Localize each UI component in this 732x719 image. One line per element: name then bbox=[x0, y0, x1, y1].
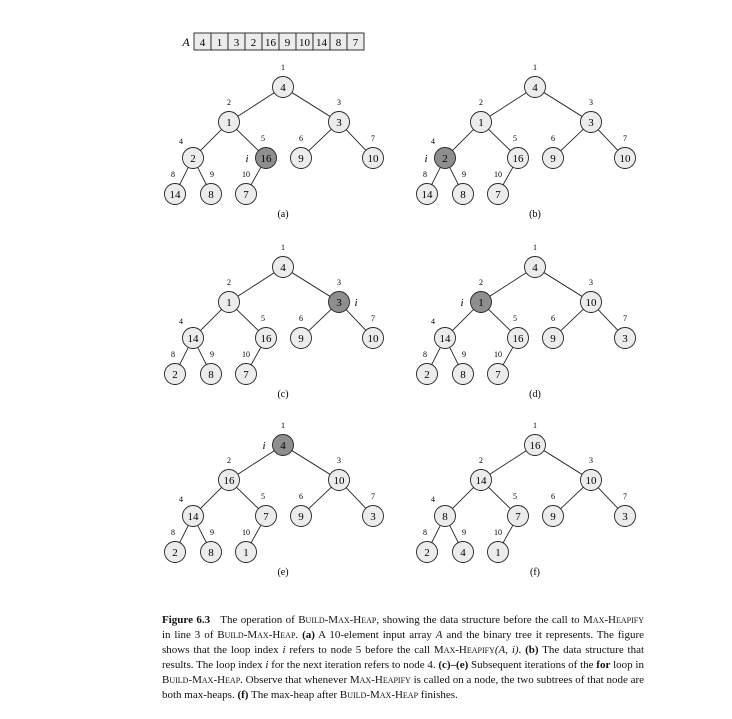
tree-edge bbox=[489, 309, 511, 330]
loop-index-marker: i bbox=[460, 297, 464, 309]
figure-caption bbox=[162, 613, 644, 702]
node-value: 8 bbox=[208, 189, 214, 201]
caption-text: . Observe that whenever bbox=[240, 673, 350, 686]
node-index: 6 bbox=[299, 134, 303, 143]
tree-edge bbox=[432, 347, 441, 364]
node-value: 9 bbox=[298, 333, 304, 345]
node-index: 7 bbox=[371, 492, 375, 501]
array-cell-value: 7 bbox=[352, 37, 359, 49]
node-value: 8 bbox=[208, 547, 214, 559]
node-value: 4 bbox=[532, 82, 538, 94]
node-value: 2 bbox=[424, 547, 430, 559]
node-index: 1 bbox=[281, 421, 285, 430]
procedure-name: Build-Max-Heap bbox=[339, 688, 419, 701]
node-value: 14 bbox=[187, 333, 199, 345]
tree-edge bbox=[238, 273, 274, 297]
node-value: 4 bbox=[280, 440, 286, 452]
node-index: 6 bbox=[299, 492, 303, 501]
node-index: 5 bbox=[261, 314, 265, 323]
node-index: 6 bbox=[551, 492, 555, 501]
input-array bbox=[181, 33, 364, 50]
tree-edge bbox=[251, 525, 261, 543]
node-value: 10 bbox=[619, 153, 631, 165]
node-value: 4 bbox=[460, 547, 466, 559]
tree-panel bbox=[417, 243, 636, 400]
call-args: (A, i) bbox=[494, 643, 519, 656]
tree-edge bbox=[180, 347, 189, 364]
node-index: 8 bbox=[171, 528, 175, 537]
caption-text: is called on a node, the two subtrees of that node are both max-heaps. bbox=[162, 673, 645, 701]
node-value: 1 bbox=[226, 297, 232, 309]
tree-edge bbox=[544, 273, 582, 297]
node-index: 2 bbox=[227, 278, 231, 287]
tree-panel bbox=[165, 421, 384, 578]
node-value: 10 bbox=[585, 297, 597, 309]
tree-panel bbox=[417, 63, 636, 220]
node-index: 2 bbox=[479, 278, 483, 287]
node-value: 16 bbox=[529, 440, 541, 452]
node-index: 9 bbox=[210, 528, 214, 537]
tree-edge bbox=[292, 273, 330, 297]
node-index: 10 bbox=[494, 170, 502, 179]
node-value: 9 bbox=[550, 511, 556, 523]
node-value: 8 bbox=[208, 369, 214, 381]
tree-edge bbox=[346, 488, 366, 509]
tree-edge bbox=[452, 309, 473, 330]
tree-edge bbox=[200, 309, 221, 330]
tree-panel bbox=[165, 243, 384, 400]
caption-text: refers to node 5 before the call bbox=[285, 643, 434, 656]
tree-edge bbox=[489, 487, 511, 508]
node-value: 16 bbox=[223, 475, 235, 487]
node-value: 1 bbox=[226, 117, 232, 129]
tree-edge bbox=[450, 167, 459, 184]
caption-text: loop in bbox=[610, 658, 644, 671]
tree-edge bbox=[292, 93, 330, 117]
node-index: 2 bbox=[479, 456, 483, 465]
node-value: 2 bbox=[172, 547, 178, 559]
tree-edge bbox=[490, 273, 526, 297]
node-value: 7 bbox=[495, 369, 501, 381]
tree-edge bbox=[309, 129, 332, 151]
array-cell-value: 10 bbox=[299, 37, 310, 49]
node-index: 3 bbox=[337, 278, 341, 287]
node-index: 3 bbox=[337, 456, 341, 465]
tree-edge bbox=[561, 309, 584, 331]
node-value: 1 bbox=[243, 547, 249, 559]
node-index: 5 bbox=[513, 314, 517, 323]
array-cell-value: 4 bbox=[199, 37, 206, 49]
loop-index-marker: i bbox=[424, 153, 428, 165]
caption-text: . bbox=[518, 643, 526, 656]
panel-label: (d) bbox=[529, 389, 541, 400]
tree-edge bbox=[490, 451, 526, 475]
node-value: 2 bbox=[190, 153, 196, 165]
array-cell-value: 9 bbox=[284, 37, 291, 49]
node-value: 16 bbox=[260, 333, 272, 345]
panel-ref: (b) bbox=[525, 643, 539, 656]
array-cell-value: 2 bbox=[250, 37, 257, 49]
tree-edge bbox=[180, 167, 189, 184]
caption-text: and the binary tree it represents. The figure shows that the loop index bbox=[162, 628, 645, 656]
caption-text: A 10-element input array bbox=[314, 628, 436, 641]
node-value: 7 bbox=[243, 369, 249, 381]
tree-edge bbox=[489, 129, 511, 150]
tree-edge bbox=[309, 487, 332, 509]
array-name: A bbox=[182, 35, 190, 49]
node-index: 8 bbox=[423, 170, 427, 179]
node-value: 7 bbox=[515, 511, 521, 523]
node-value: 9 bbox=[550, 333, 556, 345]
panel-ref: (f) bbox=[237, 688, 249, 701]
node-value: 16 bbox=[512, 153, 524, 165]
node-value: 9 bbox=[298, 153, 304, 165]
tree-edge bbox=[544, 451, 582, 475]
tree-edge bbox=[450, 525, 459, 542]
node-value: 10 bbox=[333, 475, 345, 487]
node-value: 3 bbox=[622, 333, 628, 345]
tree-panel bbox=[165, 63, 384, 220]
keyword: for bbox=[596, 658, 611, 671]
node-index: 5 bbox=[513, 492, 517, 501]
variable: A bbox=[435, 628, 443, 641]
node-index: 10 bbox=[494, 350, 502, 359]
tree-edge bbox=[452, 129, 473, 150]
tree-edge bbox=[503, 347, 513, 365]
node-index: 4 bbox=[431, 137, 435, 146]
tree-edge bbox=[561, 129, 584, 151]
node-value: 2 bbox=[424, 369, 430, 381]
node-value: 4 bbox=[280, 82, 286, 94]
procedure-name: Build-Max-Heap bbox=[217, 628, 296, 641]
caption-text: . bbox=[295, 628, 303, 641]
array-cell-value: 8 bbox=[335, 37, 342, 49]
panel-ref: (c)–(e) bbox=[438, 658, 469, 671]
node-index: 9 bbox=[210, 170, 214, 179]
node-value: 1 bbox=[478, 297, 484, 309]
node-value: 3 bbox=[622, 511, 628, 523]
loop-index-marker: i bbox=[245, 153, 249, 165]
variable: i bbox=[265, 658, 269, 671]
tree-edge bbox=[490, 93, 526, 117]
array-cell-value: 16 bbox=[265, 37, 276, 49]
heap-trees bbox=[165, 63, 636, 578]
node-value: 4 bbox=[280, 262, 286, 274]
tree-edge bbox=[237, 309, 259, 330]
procedure-name: Max-Heapify bbox=[583, 614, 644, 626]
loop-index-marker: i bbox=[354, 297, 358, 309]
node-value: 8 bbox=[442, 511, 448, 523]
caption-text: in line 3 of bbox=[162, 628, 218, 641]
node-value: 14 bbox=[475, 475, 487, 487]
node-index: 4 bbox=[431, 495, 435, 504]
tree-edge bbox=[198, 347, 207, 364]
node-index: 1 bbox=[533, 243, 537, 252]
tree-edge bbox=[180, 525, 189, 542]
variable: i bbox=[282, 643, 286, 656]
node-index: 9 bbox=[462, 528, 466, 537]
array-cell-value: 14 bbox=[316, 37, 327, 49]
tree-edge bbox=[198, 167, 207, 184]
caption-text: The max-heap after bbox=[248, 688, 340, 701]
tree-edge bbox=[200, 129, 221, 150]
node-value: 14 bbox=[169, 189, 181, 201]
tree-edge bbox=[452, 487, 473, 508]
panel-label: (a) bbox=[277, 209, 289, 220]
loop-index-marker: i bbox=[262, 440, 266, 452]
tree-edge bbox=[503, 167, 513, 185]
node-index: 3 bbox=[589, 278, 593, 287]
node-index: 7 bbox=[371, 314, 375, 323]
node-index: 2 bbox=[227, 456, 231, 465]
panel-label: (f) bbox=[530, 567, 540, 578]
tree-edge bbox=[238, 93, 274, 117]
node-value: 10 bbox=[585, 475, 597, 487]
node-index: 9 bbox=[462, 170, 466, 179]
procedure-name: Max-Heapify bbox=[349, 673, 411, 686]
node-index: 3 bbox=[589, 456, 593, 465]
tree-edge bbox=[346, 310, 366, 331]
tree-edge bbox=[198, 525, 207, 542]
node-value: 3 bbox=[370, 511, 376, 523]
node-index: 1 bbox=[533, 63, 537, 72]
node-value: 16 bbox=[512, 333, 524, 345]
tree-edge bbox=[200, 487, 221, 508]
node-index: 9 bbox=[210, 350, 214, 359]
array-cell-value: 1 bbox=[216, 37, 223, 49]
caption-text: The operation of bbox=[220, 614, 299, 626]
caption-text: The data structure that results. The loop index bbox=[162, 643, 645, 671]
node-value: 16 bbox=[260, 153, 272, 165]
node-index: 10 bbox=[242, 350, 250, 359]
node-index: 8 bbox=[171, 350, 175, 359]
node-value: 9 bbox=[550, 153, 556, 165]
node-value: 14 bbox=[439, 333, 451, 345]
node-value: 9 bbox=[298, 511, 304, 523]
tree-edge bbox=[346, 130, 366, 151]
caption-text: for the next iteration refers to node 4. bbox=[268, 658, 439, 671]
procedure-name: Build-Max-Heap bbox=[162, 673, 241, 686]
node-index: 7 bbox=[623, 314, 627, 323]
node-index: 6 bbox=[551, 314, 555, 323]
node-index: 5 bbox=[261, 134, 265, 143]
node-index: 7 bbox=[371, 134, 375, 143]
node-index: 7 bbox=[623, 492, 627, 501]
node-value: 14 bbox=[187, 511, 199, 523]
node-index: 9 bbox=[462, 350, 466, 359]
node-value: 2 bbox=[172, 369, 178, 381]
node-index: 8 bbox=[423, 350, 427, 359]
tree-edge bbox=[251, 347, 261, 365]
node-value: 7 bbox=[243, 189, 249, 201]
tree-edge bbox=[237, 129, 259, 150]
node-index: 4 bbox=[179, 137, 183, 146]
array-cell-value: 3 bbox=[233, 37, 240, 49]
tree-edge bbox=[238, 451, 274, 475]
node-value: 7 bbox=[495, 189, 501, 201]
node-index: 5 bbox=[513, 134, 517, 143]
node-value: 2 bbox=[442, 153, 448, 165]
node-value: 8 bbox=[460, 369, 466, 381]
node-index: 4 bbox=[431, 317, 435, 326]
tree-edge bbox=[292, 451, 330, 475]
caption-text: Subsequent iterations of the bbox=[468, 658, 597, 671]
node-value: 8 bbox=[460, 189, 466, 201]
panel-label: (b) bbox=[529, 209, 541, 220]
tree-edge bbox=[503, 525, 513, 543]
node-index: 3 bbox=[337, 98, 341, 107]
tree-edge bbox=[544, 93, 582, 117]
panel-label: (c) bbox=[277, 389, 289, 400]
node-index: 2 bbox=[479, 98, 483, 107]
node-value: 7 bbox=[263, 511, 269, 523]
node-value: 3 bbox=[588, 117, 594, 129]
tree-edge bbox=[598, 488, 618, 509]
node-value: 10 bbox=[367, 333, 379, 345]
tree-edge bbox=[251, 167, 261, 185]
node-value: 1 bbox=[478, 117, 484, 129]
caption-text: , showing the data structure before the call to bbox=[376, 614, 584, 626]
node-value: 1 bbox=[495, 547, 501, 559]
node-value: 14 bbox=[421, 189, 433, 201]
node-index: 10 bbox=[494, 528, 502, 537]
node-index: 6 bbox=[551, 134, 555, 143]
node-value: 3 bbox=[336, 117, 342, 129]
tree-edge bbox=[237, 487, 259, 508]
node-index: 7 bbox=[623, 134, 627, 143]
node-index: 5 bbox=[261, 492, 265, 501]
panel-label: (e) bbox=[277, 567, 289, 578]
figure-label: Figure 6.3 bbox=[162, 614, 211, 626]
procedure-name: Build-Max-Heap bbox=[298, 614, 377, 626]
node-value: 4 bbox=[532, 262, 538, 274]
node-index: 8 bbox=[171, 170, 175, 179]
node-index: 4 bbox=[179, 317, 183, 326]
tree-edge bbox=[450, 347, 459, 364]
node-index: 2 bbox=[227, 98, 231, 107]
tree-edge bbox=[561, 487, 584, 509]
tree-edge bbox=[598, 310, 618, 331]
tree-edge bbox=[598, 130, 618, 151]
node-value: 10 bbox=[367, 153, 379, 165]
node-index: 1 bbox=[281, 243, 285, 252]
procedure-name: Max-Heapify bbox=[433, 643, 495, 656]
tree-edge bbox=[432, 167, 441, 184]
node-value: 3 bbox=[336, 297, 342, 309]
node-index: 3 bbox=[589, 98, 593, 107]
tree-panel bbox=[417, 421, 636, 578]
node-index: 8 bbox=[423, 528, 427, 537]
tree-edge bbox=[309, 309, 332, 331]
node-index: 6 bbox=[299, 314, 303, 323]
node-index: 10 bbox=[242, 528, 250, 537]
node-index: 10 bbox=[242, 170, 250, 179]
panel-ref: (a) bbox=[302, 628, 315, 641]
node-index: 1 bbox=[533, 421, 537, 430]
node-index: 4 bbox=[179, 495, 183, 504]
caption-text: finishes. bbox=[418, 688, 458, 701]
node-index: 1 bbox=[281, 63, 285, 72]
tree-edge bbox=[432, 525, 441, 542]
